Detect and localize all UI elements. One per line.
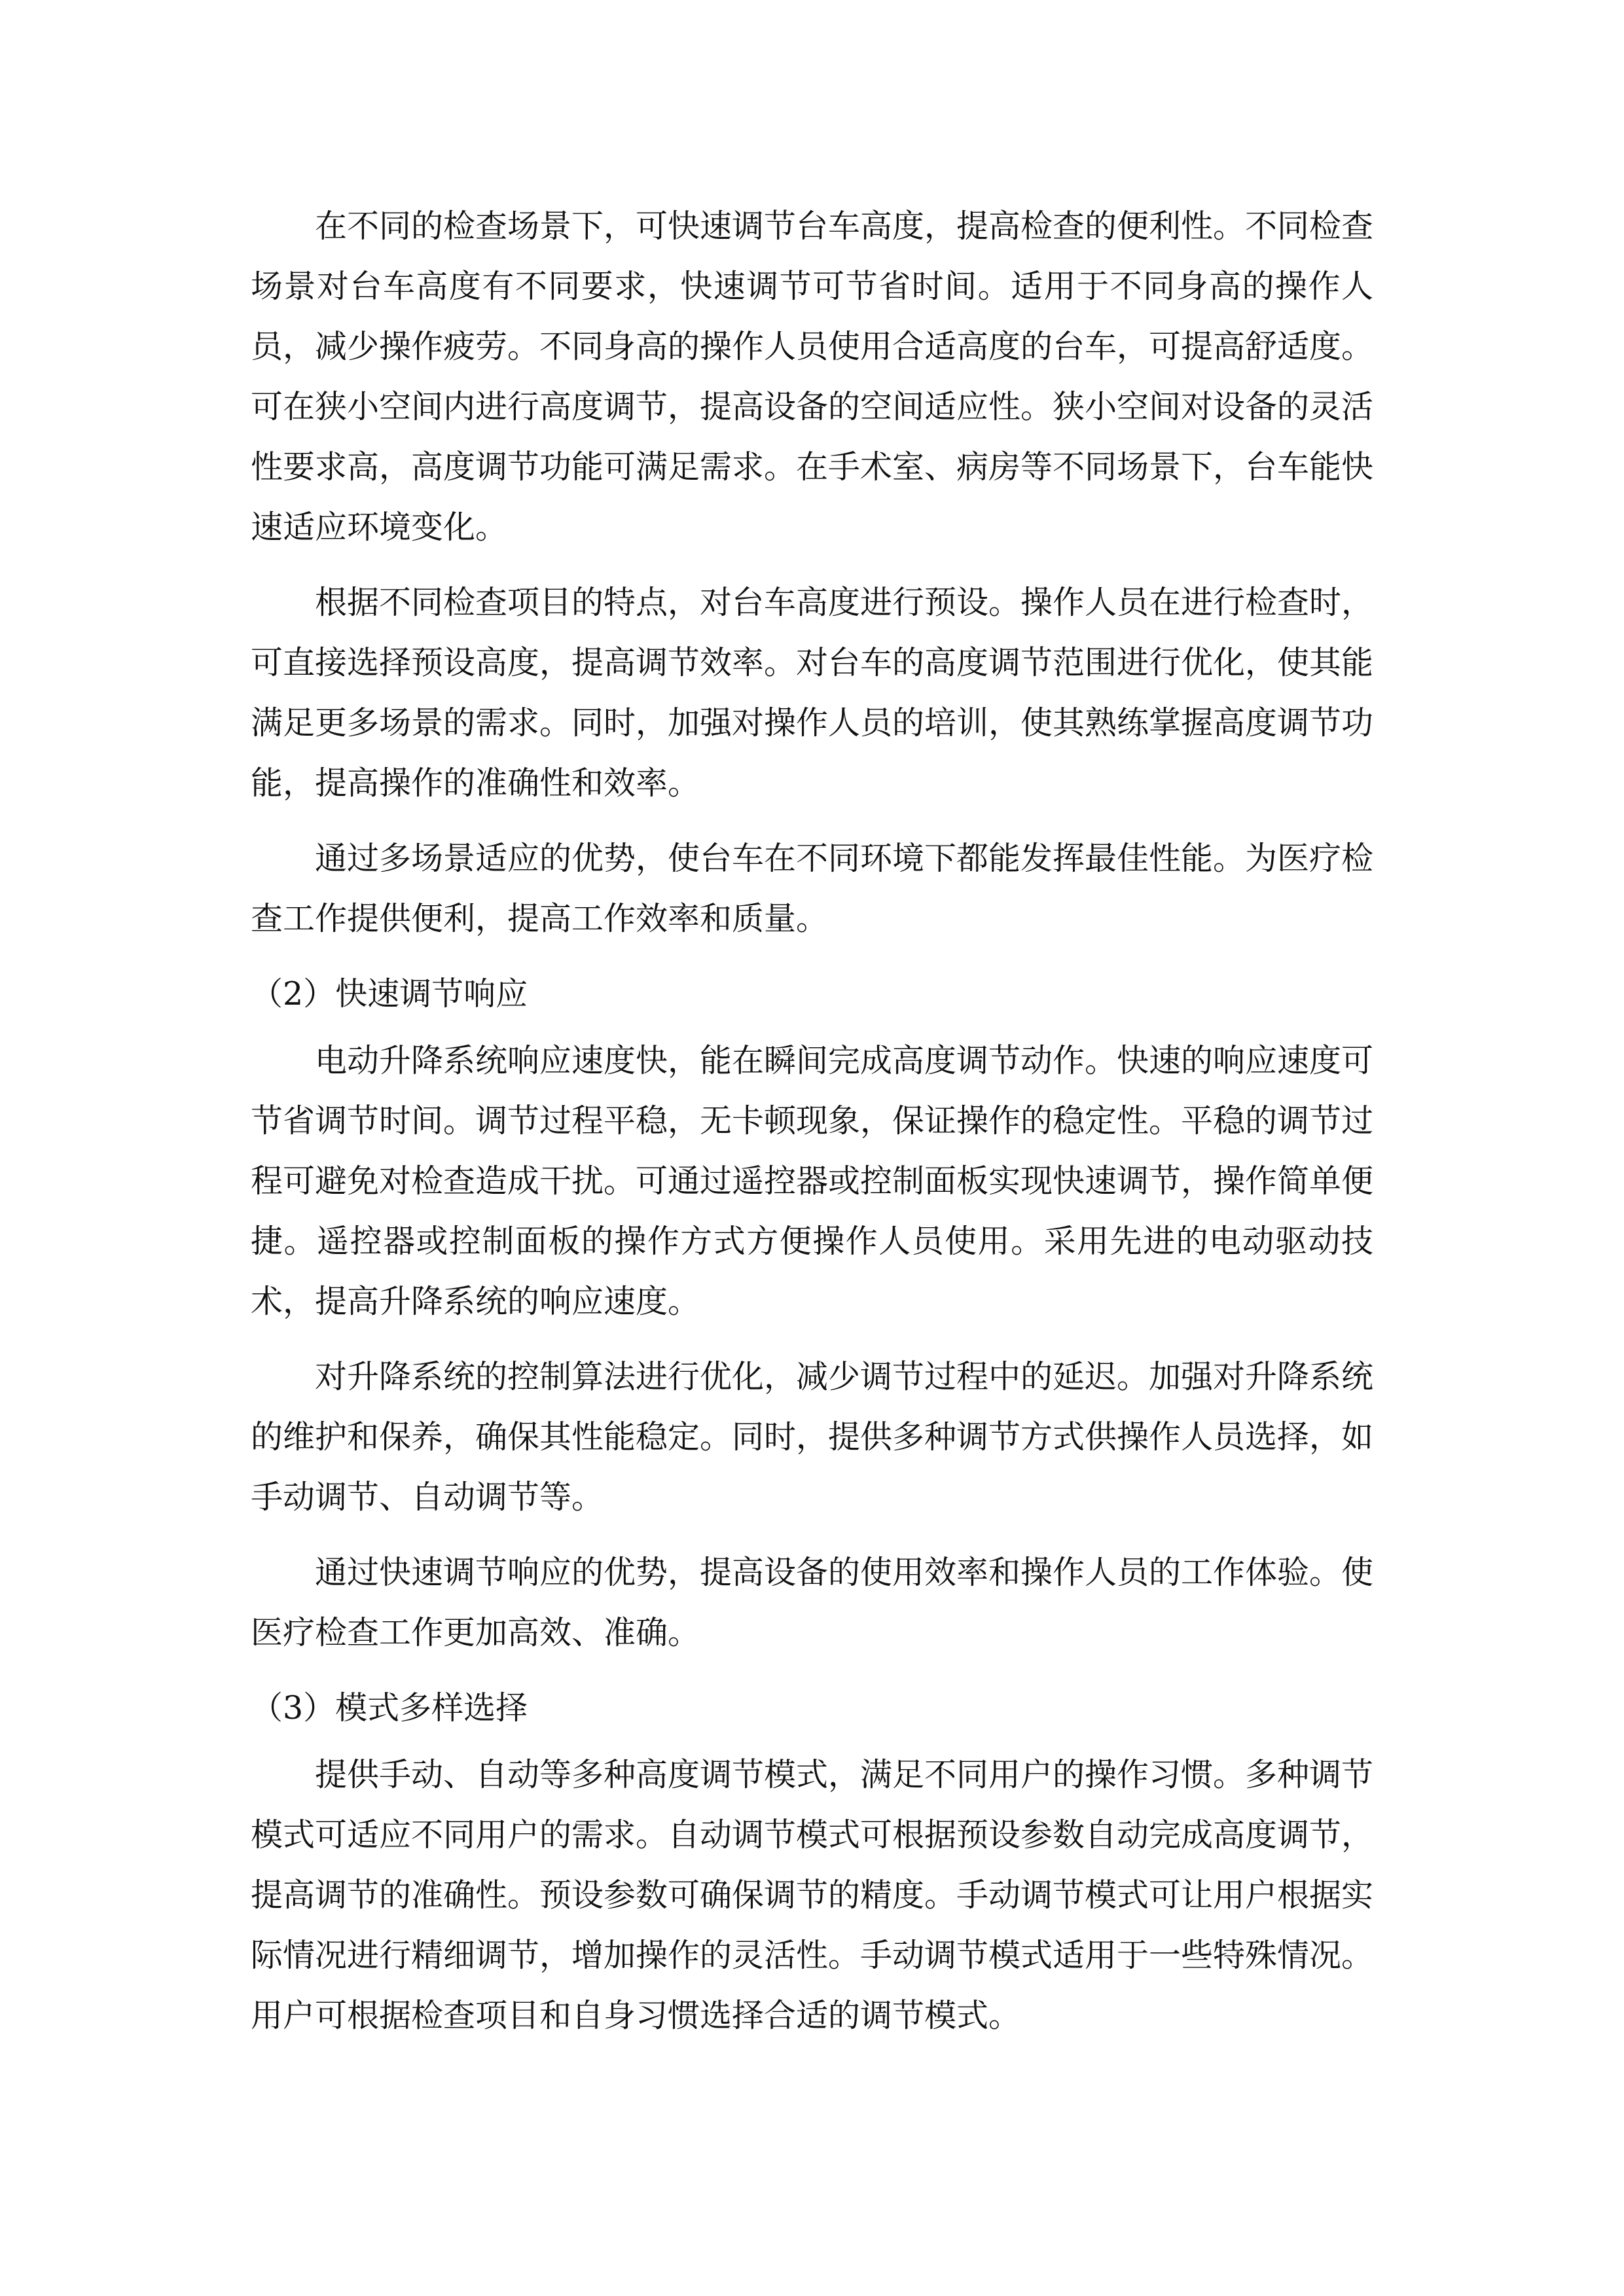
paragraph-fast-response-summary: 通过快速调节响应的优势，提高设备的使用效率和操作人员的工作体验。使医疗检查工作更加高效、准确。 bbox=[251, 1554, 1374, 1651]
paragraph-adjustment-modes: 提供手动、自动等多种高度调节模式，满足不同用户的操作习惯。多种调节模式可适应不同用户的需求。自动调节模式可根据预设参数自动完成高度调节，提高调节的准确性。预设参数可确保调节的精度。手动调节模式可让用户根据实际情况进行精细调节，增加操作的灵活性。手动调节模式适用于一些特殊情况。用户可根据检查项目和自身习惯选择合适的调节模式。 bbox=[251, 1756, 1374, 2034]
section-heading-mode-selection: （3）模式多样选择 bbox=[251, 1689, 528, 1727]
paragraph-lift-optimization: 对升降系统的控制算法进行优化，减少调节过程中的延迟。加强对升降系统的维护和保养，确保其性能稳定。同时，提供多种调节方式供操作人员选择，如手动调节、自动调节等。 bbox=[251, 1358, 1374, 1516]
paragraph-multi-scene-advantages: 在不同的检查场景下，可快速调节台车高度，提高检查的便利性。不同检查场景对台车高度有不同要求，快速调节可节省时间。适用于不同身高的操作人员，减少操作疲劳。不同身高的操作人员使用合适高度的台车，可提高舒适度。可在狭小空间内进行高度调节，提高设备的空间适应性。狭小空间对设备的灵活性要求高，高度调节功能可满足需求。在手术室、病房等不同场景下，台车能快速适应环境变化。 bbox=[251, 207, 1374, 546]
section-heading-fast-response: （2）快速调节响应 bbox=[251, 975, 528, 1013]
paragraph-height-presets: 根据不同检查项目的特点，对台车高度进行预设。操作人员在进行检查时，可直接选择预设高度，提高调节效率。对台车的高度调节范围进行优化，使其能满足更多场景的需求。同时，加强对操作人员的培训，使其熟练掌握高度调节功能，提高操作的准确性和效率。 bbox=[251, 584, 1374, 802]
paragraph-electric-lift-response: 电动升降系统响应速度快，能在瞬间完成高度调节动作。快速的响应速度可节省调节时间。调节过程平稳，无卡顿现象，保证操作的稳定性。平稳的调节过程可避免对检查造成干扰。可通过遥控器或控制面板实现快速调节，操作简单便捷。遥控器或控制面板的操作方式方便操作人员使用。采用先进的电动驱动技术，提高升降系统的响应速度。 bbox=[251, 1042, 1374, 1320]
paragraph-multi-scene-summary: 通过多场景适应的优势，使台车在不同环境下都能发挥最佳性能。为医疗检查工作提供便利，提高工作效率和质量。 bbox=[251, 840, 1374, 937]
document-body bbox=[251, 196, 1373, 2061]
